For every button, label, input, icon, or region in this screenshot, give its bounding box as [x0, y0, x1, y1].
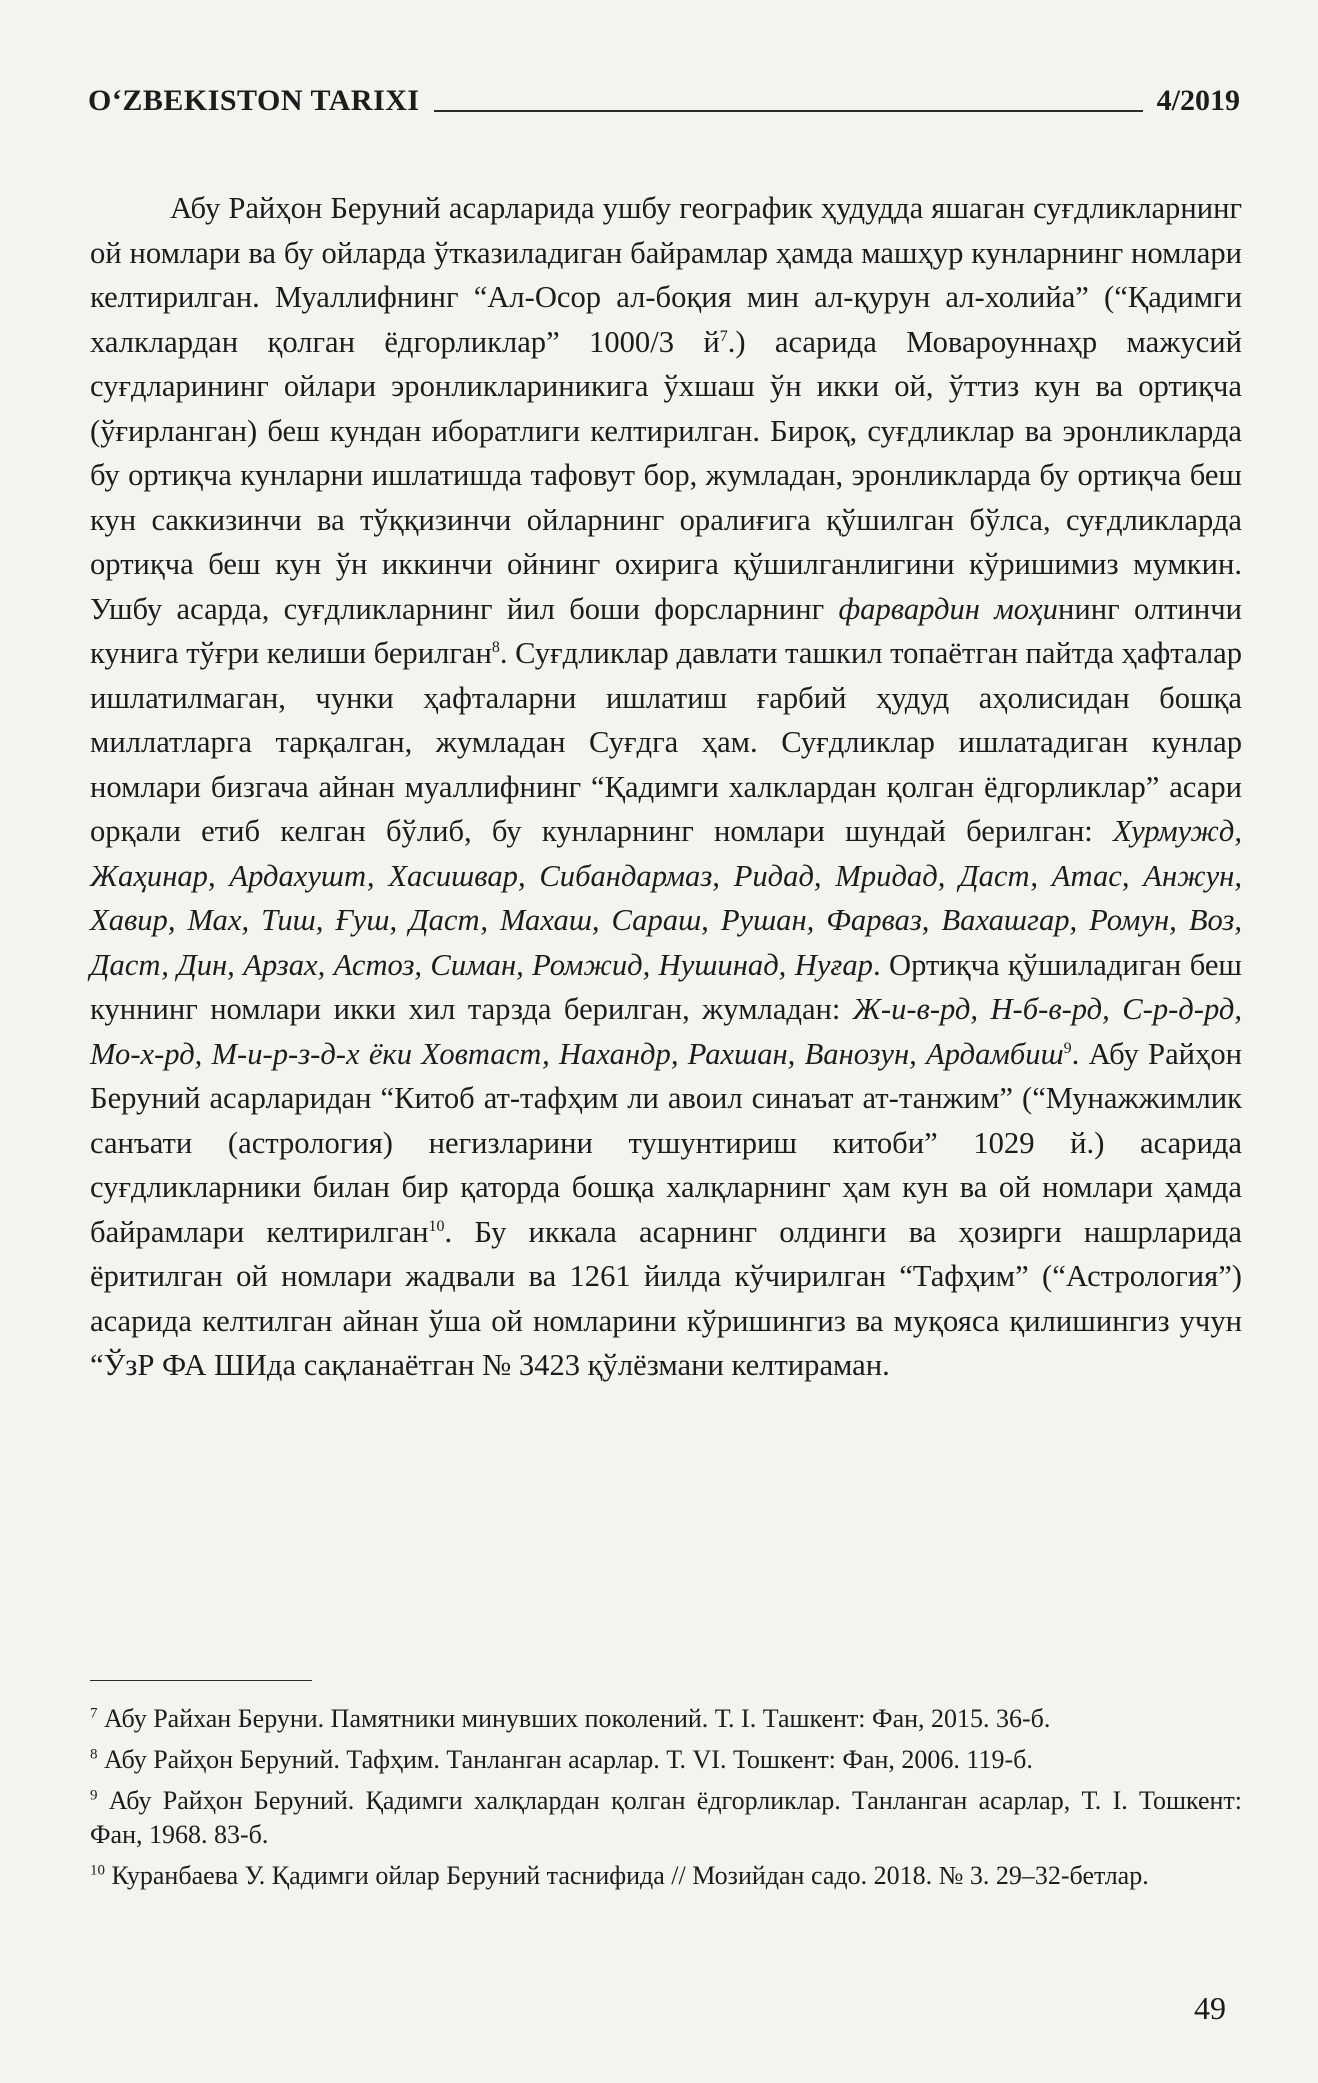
- footnote-item: [90, 1784, 1242, 1852]
- footnote-ref-7: 7: [719, 327, 728, 345]
- italic-day-names: Хурмужд, Жаҳинар, Ардахушт, Хасишвар, Сибандармаз, Ридад, Мридад, Даст, Атас, Анжун, Хавир, Мах, Тиш, Ғуш, Даст, Махаш, Сараш, Рушан, Фарваз, Вахашгар, Ромун, Воз, Даст, Дин, Арзах, Астоз, Симан, Ромжид, Нушинад, Нуғар: [90, 814, 1242, 982]
- footnote-separator: [90, 1680, 312, 1681]
- issue-number: 4/2019: [1156, 84, 1240, 117]
- italic-extra-day-names: Ж-и-в-рд, Н-б-в-рд, С-р-д-рд, Мо-х-рд, М-и-р-з-д-х ёки Ховтаст, Нахандр, Рахшан, Ванозун, Ардамбиш: [90, 992, 1242, 1071]
- footnote-ref-8: 8: [491, 638, 500, 656]
- footnote-number: 10: [90, 1862, 105, 1879]
- footnote-item: [90, 1743, 1242, 1777]
- footnote-text: Абу Райҳон Беруний. Тафҳим. Танланган асарлар. Т. VI. Тошкент: Фан, 2006. 119-б.: [104, 1745, 1033, 1774]
- journal-title: O‘ZBEKISTON TARIXI: [88, 84, 420, 117]
- footnote-item: [90, 1859, 1242, 1893]
- footnote-text: Куранбаева У. Қадимги ойлар Беруний таснифида // Мозийдан садо. 2018. № 3. 29–32-бетлар.: [111, 1861, 1149, 1890]
- footnote-number: 7: [90, 1705, 98, 1722]
- footnote-ref-10: 10: [428, 1217, 445, 1235]
- text-run: Абу Райҳон Беруний асарларида ушбу географик ҳудудда яшаган суғдликларнинг ой номлари ва бу ойларда ўтказиладиган байрамлар ҳамда машҳур кунларнинг номлари келтирилган. Муаллифнинг “Ал-Осор ал-боқия мин ал-қурун ал-холийа” (“Қадимги халклардан қолган ёдгорликлар” 1000/3 й: [90, 191, 1242, 359]
- footnote-number: 8: [90, 1746, 98, 1763]
- text-run: нинг олтинчи кунига тўғри келиши берилган: [90, 591, 1243, 670]
- italic-term: фарвардин моҳи: [838, 591, 1058, 626]
- header-rule: [434, 109, 1143, 112]
- article-body: [90, 186, 1242, 1388]
- running-header: [88, 78, 1240, 118]
- page-number: 49: [1194, 1990, 1226, 2026]
- text-run: . Суғдликлар давлати ташкил топаётган пайтда ҳафталар ишлатилмаган, чунки ҳафталарни ишлатиш ғарбий ҳудуд аҳолисидан бошқа миллатларга тарқалган, жумладан Суғдга ҳам. Суғдликлар ишлатадиган кунлар номлари бизгача айнан муаллифнинг “Қадимги халклардан қолган ёдгорликлар” асари орқали етиб келган бўлиб, бу кунларнинг номлари шундай берилган:: [90, 636, 1242, 848]
- footnote-ref-9: 9: [1063, 1039, 1072, 1057]
- text-run: .) асарида Мовароуннаҳр мажусий суғдларининг ойлари эронликлариникига ўхшаш ўн икки ой, ўттиз кун ва ортиқча (ўғирланган) беш кундан иборатлиги келтирилган. Бироқ, суғдликлар ва эронликларда бу ортиқча кунларни ишлатишда тафовут бор, жумладан, эронликларда бу ортиқча беш кун саккизинчи ва тўққизинчи ойларнинг оралиғига қўшилган бўлса, суғдликларда ортиқча беш кун ўн иккинчи ойнинг охирига қўшилганлигини кўришимиз мумкин. Ушбу асарда, суғдликларнинг йил боши форсларнинг: [90, 324, 1242, 626]
- footnote-text: Абу Райхан Беруни. Памятники минувших поколений. Т. I. Ташкент: Фан, 2015. 36-б.: [104, 1704, 1051, 1733]
- footnote-item: [90, 1702, 1242, 1736]
- text-run: . Бу иккала асарнинг олдинги ва ҳозирги нашрларида ёритилган ой номлари жадвали ва 1261 йилда кўчирилган “Тафҳим” (“Астрология”) асарида келтилган айнан ўша ой номларини кўришингиз ва муқояса қилишингиз учун “ЎзР ФА ШИда сақланаётган № 3423 қўлёзмани келтираман.: [90, 1214, 1242, 1382]
- footnote-text: Абу Райҳон Беруний. Қадимги халқлардан қолган ёдгорликлар. Танланган асарлар, Т. I. Тошкент: Фан, 1968. 83-б.: [90, 1786, 1242, 1849]
- text-run: . Абу Райҳон Беруний асарларидан “Китоб ат-тафҳим ли авоил синаъат ат-танжим” (“Мунажжимлик санъати (астрология) негизларини тушунтириш китоби” 1029 й.) асарида суғдликларники билан бир қаторда бошқа халқларнинг ҳам кун ва ой номлари ҳамда байрамлари келтирилган: [90, 1036, 1242, 1249]
- footnotes: [90, 1702, 1242, 1900]
- text-run: . Ортиқча қўшиладиган беш куннинг номлари икки хил тарзда берилган, жумладан:: [90, 947, 1242, 1026]
- footnote-number: 9: [90, 1787, 98, 1804]
- body-paragraph: [90, 186, 1242, 1388]
